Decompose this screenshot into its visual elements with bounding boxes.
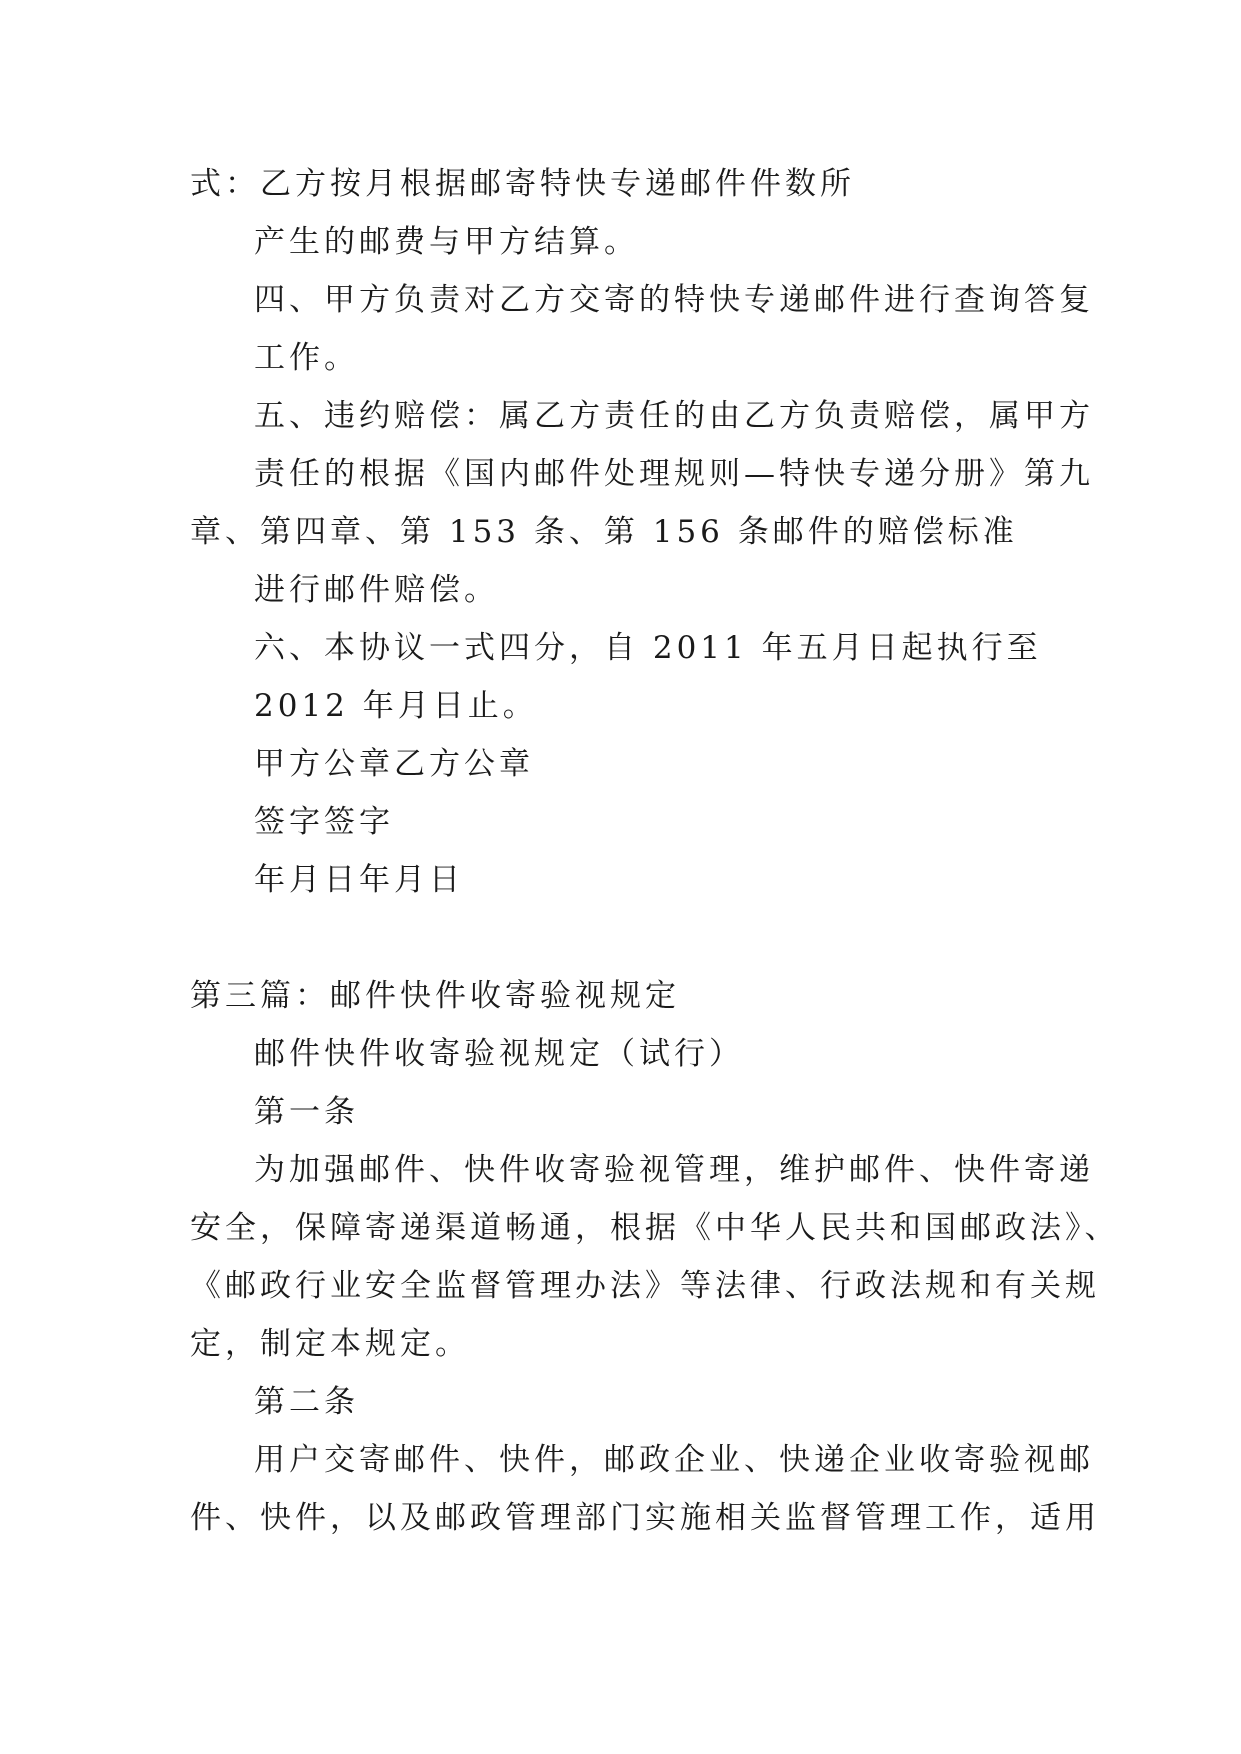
text-line: 六、本协议一式四分，自 2011 年五月日起执行至	[254, 630, 1042, 666]
text-line: 五、违约赔偿：属乙方责任的由乙方负责赔偿，属甲方	[254, 398, 1094, 434]
text-line: 四、甲方负责对乙方交寄的特快专递邮件进行查询答复	[254, 282, 1094, 318]
text-line: 产生的邮费与甲方结算。	[254, 224, 639, 260]
text-line: 式：乙方按月根据邮寄特快专递邮件件数所	[190, 166, 855, 202]
text-line: 定，制定本规定。	[190, 1326, 470, 1362]
section-heading: 第三篇：邮件快件收寄验视规定	[190, 978, 680, 1014]
text-line: 《邮政行业安全监督管理办法》等法律、行政法规和有关规	[190, 1268, 1100, 1304]
text-line: 责任的根据《国内邮件处理规则—特快专递分册》第九	[254, 456, 1094, 492]
text-line: 进行邮件赔偿。	[254, 572, 499, 608]
text-line: 年月日年月日	[254, 862, 464, 898]
text-line: 2012 年月日止。	[254, 688, 538, 724]
text-line: 件、快件，以及邮政管理部门实施相关监督管理工作，适用	[190, 1500, 1100, 1536]
text-line: 甲方公章乙方公章	[254, 746, 534, 782]
text-line: 工作。	[254, 340, 359, 376]
text-line: 签字签字	[254, 804, 394, 840]
text-line: 用户交寄邮件、快件，邮政企业、快递企业收寄验视邮	[254, 1442, 1094, 1478]
text-line: 章、第四章、第 153 条、第 156 条邮件的赔偿标准	[190, 514, 1018, 550]
article-heading: 第二条	[254, 1384, 359, 1420]
article-heading: 第一条	[254, 1094, 359, 1130]
text-line: 为加强邮件、快件收寄验视管理，维护邮件、快件寄递	[254, 1152, 1094, 1188]
text-line: 安全，保障寄递渠道畅通，根据《中华人民共和国邮政法》、	[190, 1210, 1120, 1246]
document-title: 邮件快件收寄验视规定（试行）	[254, 1036, 744, 1072]
